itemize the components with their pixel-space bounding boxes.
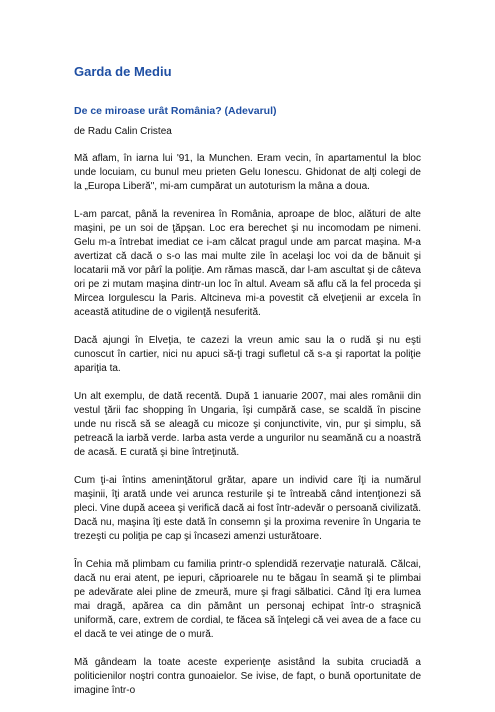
paragraph: Dacă ajungi în Elveţia, te cazezi la vreun amic sau la o rudă şi nu eşti cunoscut în cartier, nici nu apuci să-ţi tragi sufletul că s-a şi raportat la poliţie apariţia ta. [74, 335, 421, 374]
paragraph: În Cehia mă plimbam cu familia printr-o splendidă rezervaţie naturală. Călcai, dacă nu erai atent, pe iepuri, căprioarele nu te băgau în seamă şi te plimbai pe adevărate alei pline de zmeură, mure şi fragi sălbatici. Când îţi era lumea mai dragă, apărea ca din pământ un personaj echipat într-o straşnică uniformă, care, extrem de cordial, te făcea să înţelegi că vei avea de a face cu el dacă te vei atinge de o mură. [74, 559, 421, 640]
article-body [74, 152, 421, 712]
paragraph: Mă aflam, în iarna lui '91, la Munchen. Eram vecin, în apartamentul la bloc unde locuiam, cu bunul meu prieten Gelu Ionescu. Ghidonat de alţi colegi de la „Europa Liberă", mi-am cumpărat un autoturism la mâna a doua. [74, 153, 421, 192]
paragraph: Mă gândeam la toate aceste experienţe asistând la subita cruciadă a politicienilor noştri contra gunoaielor. Se ivise, de fapt, o bună oportunitate de imagine într-o [74, 657, 421, 696]
page-title: Garda de Mediu [74, 64, 172, 79]
author-byline: de Radu Calin Cristea [74, 126, 172, 137]
article-subtitle: De ce miroase urât România? (Adevarul) [74, 105, 277, 117]
paragraph: Cum ţi-ai întins ameninţătorul grătar, apare un individ care îţi ia numărul maşinii, îţi arată unde vei arunca resturile şi te întreabă când intenţionezi să pleci. Vine după aceea şi verifică dacă ai fost într-adevăr o persoană civilizată. Dacă nu, maşina îţi este dată în consemn şi la proxima revenire în Ungaria te trezeşti cu poliţia pe cap şi încasezi amenzi usturătoare. [74, 475, 421, 542]
paragraph: L-am parcat, până la revenirea în România, aproape de bloc, alături de alte maşini, pe un soi de ţăpşan. Loc era berechet şi nu incomodam pe nimeni. Gelu m-a întrebat imediat ce i-am călcat pragul unde am parcat maşina. M-a avertizat că dacă o s-o las mai multe zile în acelaşi loc voi da de bănuit şi locatarii mă vor pârî la poliţie. Am rămas mască, dar l-am ascultat şi de câteva ori pe zi mutam maşina dintr-un loc în altul. Aveam să aflu că la fel proceda şi Mircea Iorgulescu la Paris. Altcineva mi-a povestit că elveţienii ar excela în această atitudine de o vigilenţă nesuferită. [74, 209, 421, 318]
paragraph: Un alt exemplu, de dată recentă. După 1 ianuarie 2007, mai ales românii din vestul ţării fac shopping în Ungaria, îşi cumpără case, se scaldă în piscine unde nu riscă să se aleagă cu micoze şi conjunctivite, vin, pur şi simplu, să petreacă la iarbă verde. Iarba asta verde a ungurilor nu seamănă cu a noastră de acasă. E curată şi bine întreţinută. [74, 391, 421, 458]
